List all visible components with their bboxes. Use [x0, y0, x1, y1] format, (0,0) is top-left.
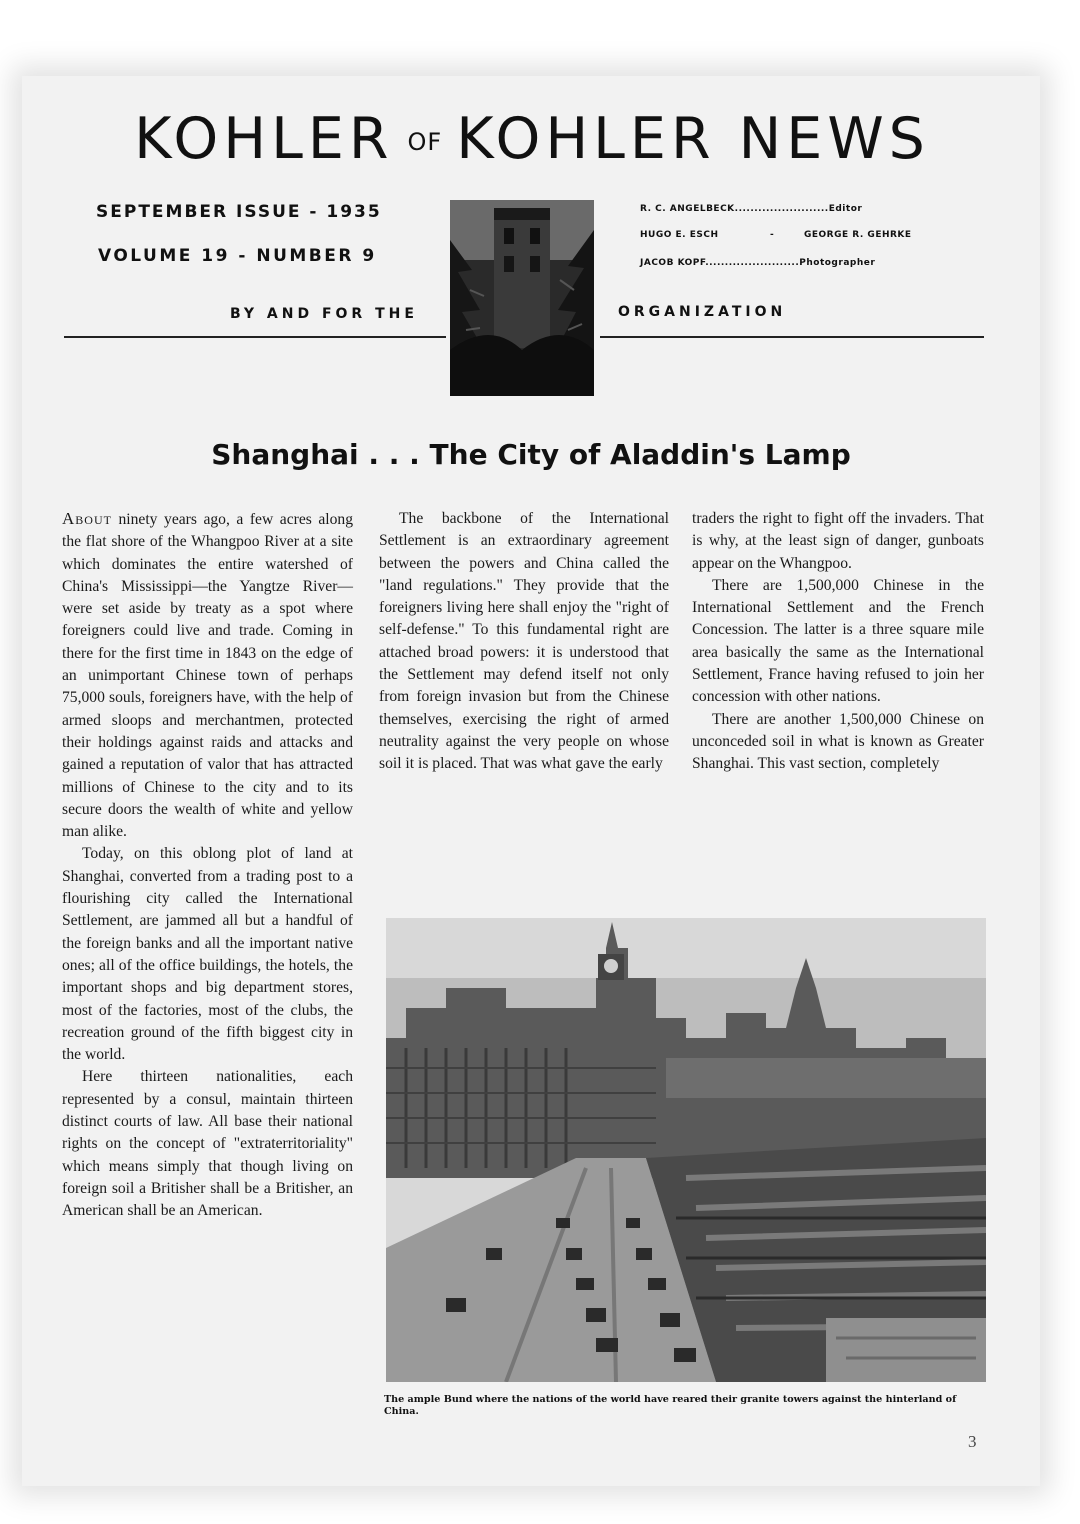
article-paragraph: There are another 1,500,000 Chinese on unconceded soil in what is known as Greater Shanghai. This vast section, completely	[692, 710, 984, 773]
header-rule-left	[64, 336, 446, 338]
bund-photo	[386, 918, 986, 1382]
staff-associate-2: GEORGE R. GEHRKE	[804, 230, 912, 240]
issue-volume: VOLUME 19 - NUMBER 9	[98, 246, 377, 266]
photo-caption: The ample Bund where the nations of the world have reared their granite towers against the hinterland of China.	[384, 1394, 957, 1417]
tagline-right: ORGANIZATION	[618, 304, 787, 320]
paragraph-text: ninety years ago, a few acres along the flat shore of the Whangpoo River at a site which dominates the entire watershed of China's Mississippi—the Yangtze River—were set aside by treaty as a spot where foreigners could live and trade. Coming in there for the first time in 1843 on the edge of an unimportant Chinese town of perhaps 75,000 souls, foreigners have, with the help of armed sloops and merchantmen, protected their holdings against raids and attacks and gained a reputation of valor that has attracted millions of Chinese to the city and to its secure doors the wealth of white and yellow man alike.	[62, 511, 353, 841]
tower-photo	[450, 200, 594, 396]
masthead-title-left: KOHLER	[134, 106, 394, 172]
masthead-of: OF	[407, 128, 443, 156]
article-paragraph: Today, on this oblong plot of land at Shanghai, converted from a trading post to a flourishing city called the International Settlement, are jammed all but a handful of the foreign banks and all the important native ones; all of the office buildings, the hotels, the important shops and big department stores, most of the factories, most of the clubs, the recreation ground of the fifth biggest city in the world.	[62, 845, 353, 1064]
article-paragraph: traders the right to fight off the invaders. That is why, at the least sign of danger, gunboats appear on the Whangpoo.	[692, 510, 984, 572]
tagline-left: BY AND FOR THE	[230, 306, 418, 322]
masthead-title-right: KOHLER NEWS	[456, 106, 930, 172]
issue-date: SEPTEMBER ISSUE - 1935	[96, 202, 382, 222]
staff-photographer: JACOB KOPF........................Photographer	[640, 258, 876, 268]
article-paragraph: Here thirteen nationalities, each represented by a consul, maintain thirteen distinct courts of law. All base their national rights on the concept of "extraterritoriality" which means simply that though living on foreign soil a Britisher shall be a Britisher, an American shall be an American.	[62, 1068, 353, 1220]
article-headline: Shanghai . . . The City of Aladdin's Lamp	[211, 438, 851, 471]
newsletter-page	[22, 76, 1040, 1486]
staff-associate-1: HUGO E. ESCH	[640, 230, 719, 240]
article-paragraph: The backbone of the International Settlement is an extraordinary agreement between the powers and China called the "land regulations." They provide that the foreigners living here shall enjoy the "right of self-defense." To this fundamental right are attached broad powers: it is understood that the Settlement may defend itself not only from foreign invasion but from the Chinese themselves, exercising the right of armed neutrality against the very people on whose soil it is placed. That was what gave the early	[379, 510, 669, 773]
lead-word: About	[62, 509, 112, 528]
article-paragraph: There are 1,500,000 Chinese in the International Settlement and the French Concession. The latter is a three square mile area basically the same as the International Settlement, France having refused to join her concession with other nations.	[692, 576, 984, 706]
staff-separator: -	[770, 230, 775, 240]
article-column-1	[62, 508, 353, 1223]
page-number: 3	[968, 1432, 977, 1451]
article-column-2	[379, 508, 669, 776]
masthead	[62, 106, 1002, 172]
staff-editor: R. C. ANGELBECK........................Editor	[640, 204, 863, 214]
header-rule-right	[600, 336, 984, 338]
article-paragraph	[62, 508, 353, 843]
article-column-3	[692, 508, 984, 776]
